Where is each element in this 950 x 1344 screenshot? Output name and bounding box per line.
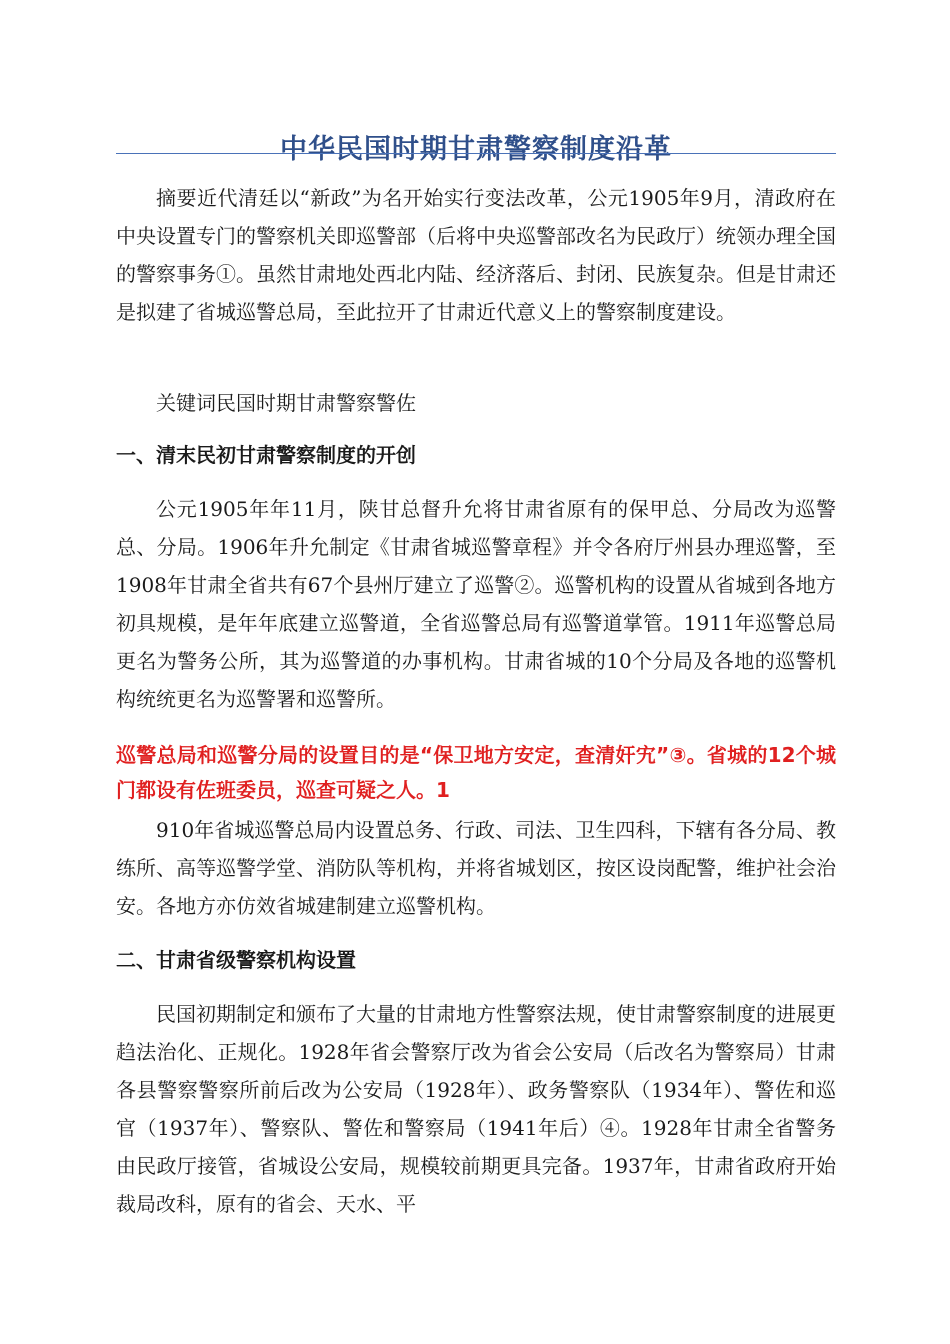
section-2-paragraph-1: 民国初期制定和颁布了大量的甘肃地方性警察法规，使甘肃警察制度的进展更趋法治化、正规化。1928年省会警察厅改为省会公安局（后改名为警察局）甘肃各县警察警察所前后改为公安局（1928年）、政务警察队（1934年）、警佐和巡官（1937年）、警察队、警佐和警察局（1941年后）④。1928年甘肃全省警务由民政厅接管，省城设公安局，规模较前期更具完备。1937年，甘肃省政府开始裁局改科，原有的省会、天水、平: [116, 1002, 836, 1216]
section-1-paragraph-1: 公元1905年年11月，陕甘总督升允将甘肃省原有的保甲总、分局改为巡警总、分局。1906年升允制定《甘肃省城巡警章程》并令各府厅州县办理巡警，至1908年甘肃全省共有67个县州厅建立了巡警②。巡警机构的设置从省城到各地方初具规模，是年年底建立巡警道，全省巡警总局有巡警道掌管。1911年巡警总局更名为警务公所，其为巡警道的办事机构。甘肃省城的10个分局及各地的巡警机构统统更名为巡警署和巡警所。: [116, 497, 836, 711]
highlighted-paragraph: 巡警总局和巡警分局的设置目的是“保卫地方安定，查清奸宄”③。省城的12个城门都设有佐班委员，巡查可疑之人。1: [116, 743, 836, 802]
abstract-paragraph: 摘要近代清廷以“新政”为名开始实行变法改革，公元1905年9月，清政府在中央设置专门的警察机关即巡警部（后将中央巡警部改名为民政厅）统领办理全国的警察事务①。虽然甘肃地处西北内陆、经济落后、封闭、民族复杂。但是甘肃还是拟建了省城巡警总局，至此拉开了甘肃近代意义上的警察制度建设。: [116, 186, 836, 324]
section-2-heading: 二、甘肃省级警察机构设置: [116, 948, 356, 972]
title-underline: [116, 153, 836, 154]
document-title: 中华民国时期甘肃警察制度沿革: [280, 134, 672, 166]
section-1-heading: 一、清末民初甘肃警察制度的开创: [116, 443, 416, 467]
section-1-paragraph-2: 910年省城巡警总局内设置总务、行政、司法、卫生四科，下辖有各分局、教练所、高等巡警学堂、消防队等机构，并将省城划区，按区设岗配警，维护社会治安。各地方亦仿效省城建制建立巡警机构。: [116, 818, 836, 918]
keywords-line: 关键词民国时期甘肃警察警佐: [156, 391, 416, 415]
